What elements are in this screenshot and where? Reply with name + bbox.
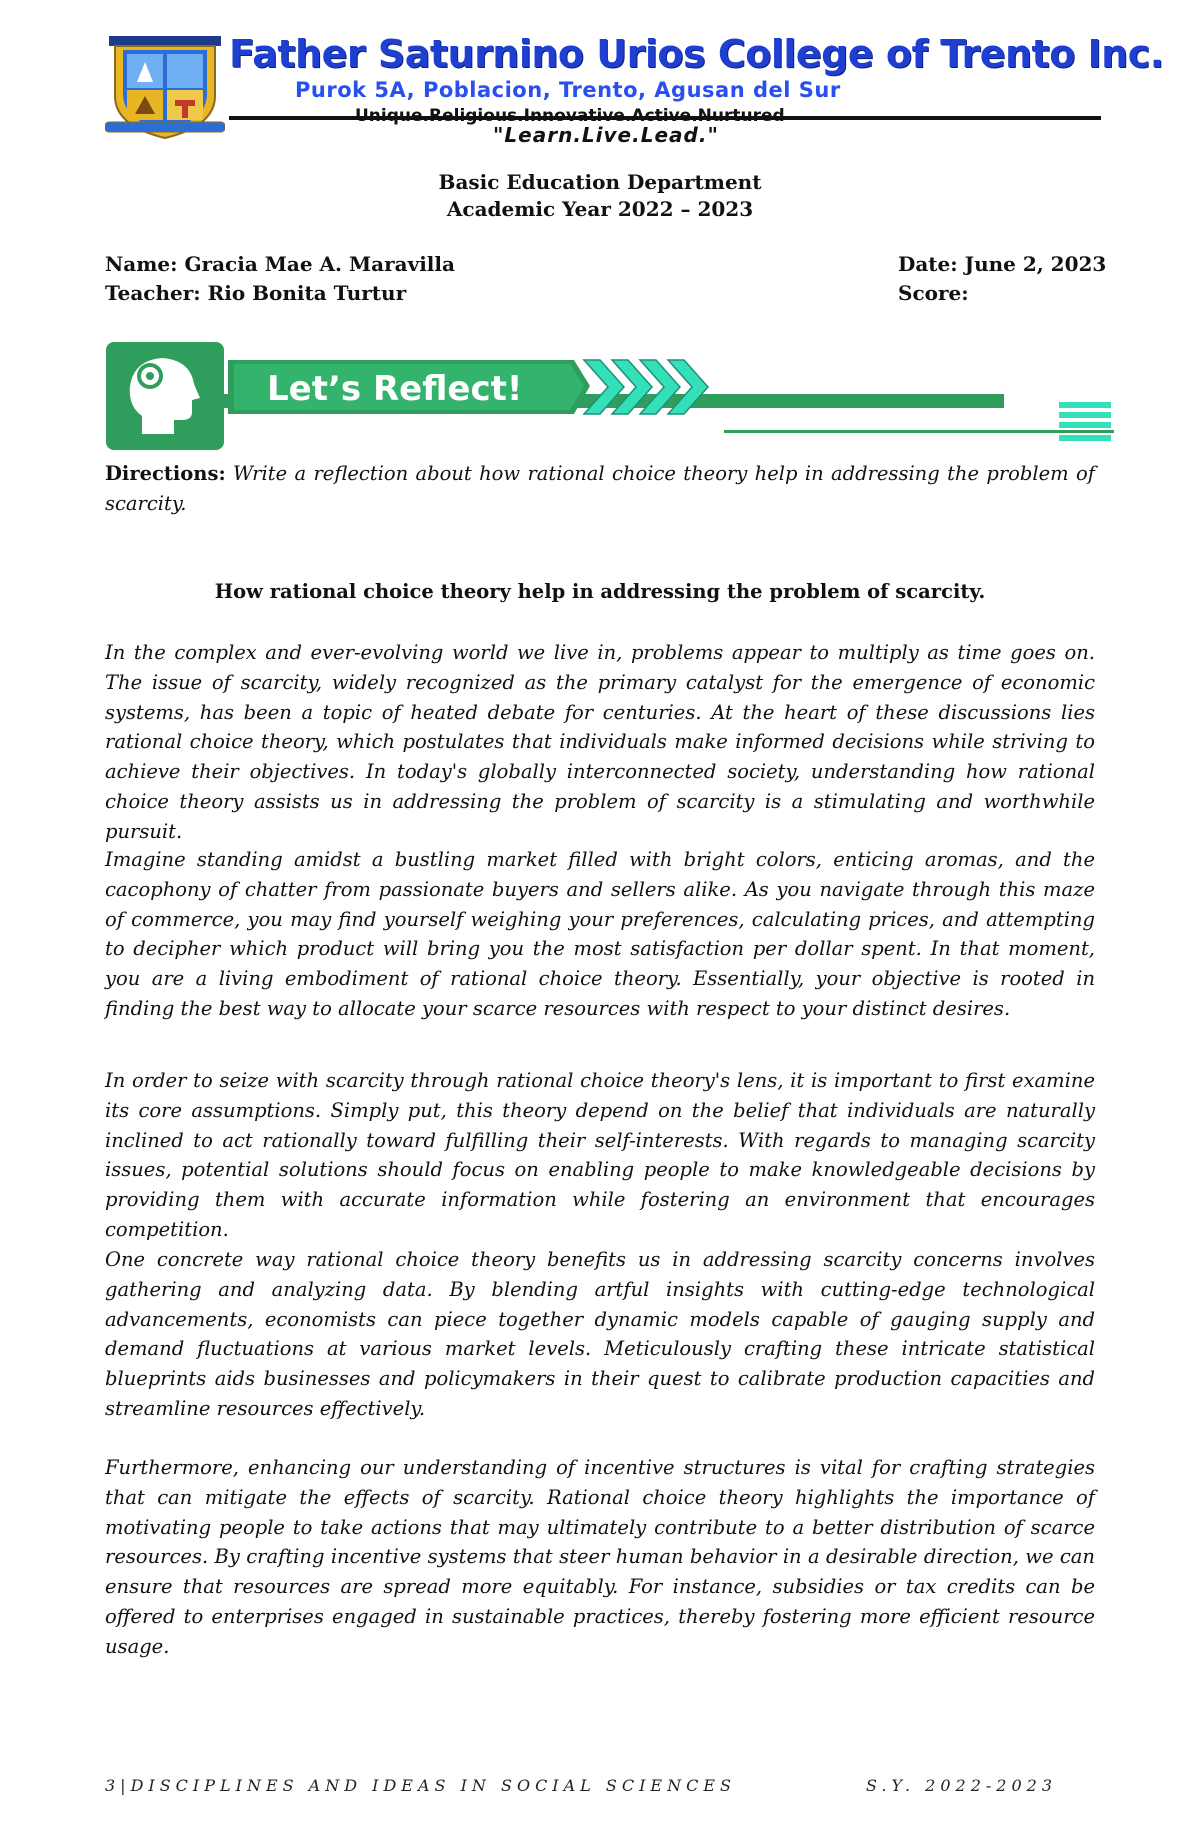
score: Score: <box>898 281 969 305</box>
essay-paragraph: One concrete way rational choice theory benefits us in addressing scarcity concerns involves gathering and analyzing data. By blending artful insights with cutting-edge technological advancements, economists can piece together dynamic models capable of gauging supply and demand fluctuations at various market levels. Meticulously crafting these intricate statistical blueprints aids businesses and policymakers in their quest to calibrate production capacities and streamline resources effectively. <box>105 1248 1095 1420</box>
school-logo <box>105 34 225 140</box>
essay-paragraph: Furthermore, enhancing our understanding of incentive structures is vital for crafting strategies that can mitigate the effects of scarcity. Rational choice theory highlights the importance of motivating people to take actions that may ultimately contribute to a better distribution of scarce resources. By crafting incentive systems that steer human behavior in a desirable direction, we can ensure that resources are spread more equitably. For instance, subsidies or tax credits can be offered to enterprises engaged in sustainable practices, thereby fostering more efficient resource usage. <box>105 1456 1095 1658</box>
school-core-values: Unique.Religious.Innovative.Active.Nurtured <box>355 106 785 126</box>
banner-title: Let’s Reflect! <box>267 369 523 409</box>
school-header <box>105 30 1164 150</box>
student-name: Name: Gracia Mae A. Maravilla <box>105 252 455 276</box>
essay-paragraph: In the complex and ever-evolving world we live in, problems appear to multiply as time goes on. The issue of scarcity, widely recognized as the primary catalyst for the emergence of economic systems, has been a topic of heated debate for centuries. At the heart of these discussions lies rational choice theory, which postulates that individuals make informed decisions while striving to achieve their objectives. In today's globally interconnected society, understanding how rational choice theory assists us in addressing the problem of scarcity is a stimulating and worthwhile pursuit. <box>105 641 1095 843</box>
lets-reflect-banner <box>104 342 1114 452</box>
essay-paragraph: In order to seize with scarcity through rational choice theory's lens, it is important to first examine its core assumptions. Simply put, this theory depend on the belief that individuals are naturally inclined to act rationally toward fulfilling their self-interests. With regards to managing scarcity issues, potential solutions should focus on enabling people to make knowledgeable decisions by providing them with accurate information while fostering an environment that encourages competition. <box>105 1069 1095 1241</box>
essay-paragraph: Imagine standing amidst a bustling market filled with bright colors, enticing aromas, and the cacophony of chatter from passionate buyers and sellers alike. As you navigate through this maze of commerce, you may find yourself weighing your preferences, calculating prices, and attempting to decipher which product will bring you the most satisfaction per dollar spent. In that moment, you are a living embodiment of rational choice theory. Essentially, your objective is rooted in finding the best way to allocate your scarce resources with respect to your distinct desires. <box>105 848 1095 1020</box>
footer-school-year: S.Y. 2022-2023 <box>866 1776 1057 1795</box>
school-name: Father Saturnino Urios College of Trento Inc. <box>229 32 1164 76</box>
teacher-name: Teacher: Rio Bonita Turtur <box>105 281 407 305</box>
department-name: Basic Education Department <box>438 170 762 194</box>
directions-text: Write a reflection about how rational choice theory help in addressing the problem of scarcity. <box>105 462 1095 515</box>
school-motto: "Learn.Live.Lead." <box>493 123 719 147</box>
school-address: Purok 5A, Poblacion, Trento, Agusan del Sur <box>295 78 841 102</box>
banner-graphic <box>104 342 1114 452</box>
academic-year: Academic Year 2022 – 2023 <box>446 197 754 221</box>
essay-title: How rational choice theory help in addressing the problem of scarcity. <box>214 580 986 603</box>
footer-subject: 3|DISCIPLINES AND IDEAS IN SOCIAL SCIENCES <box>105 1776 736 1795</box>
date: Date: June 2, 2023 <box>898 252 1107 276</box>
directions <box>105 459 1095 519</box>
directions-label: Directions: <box>105 462 226 485</box>
